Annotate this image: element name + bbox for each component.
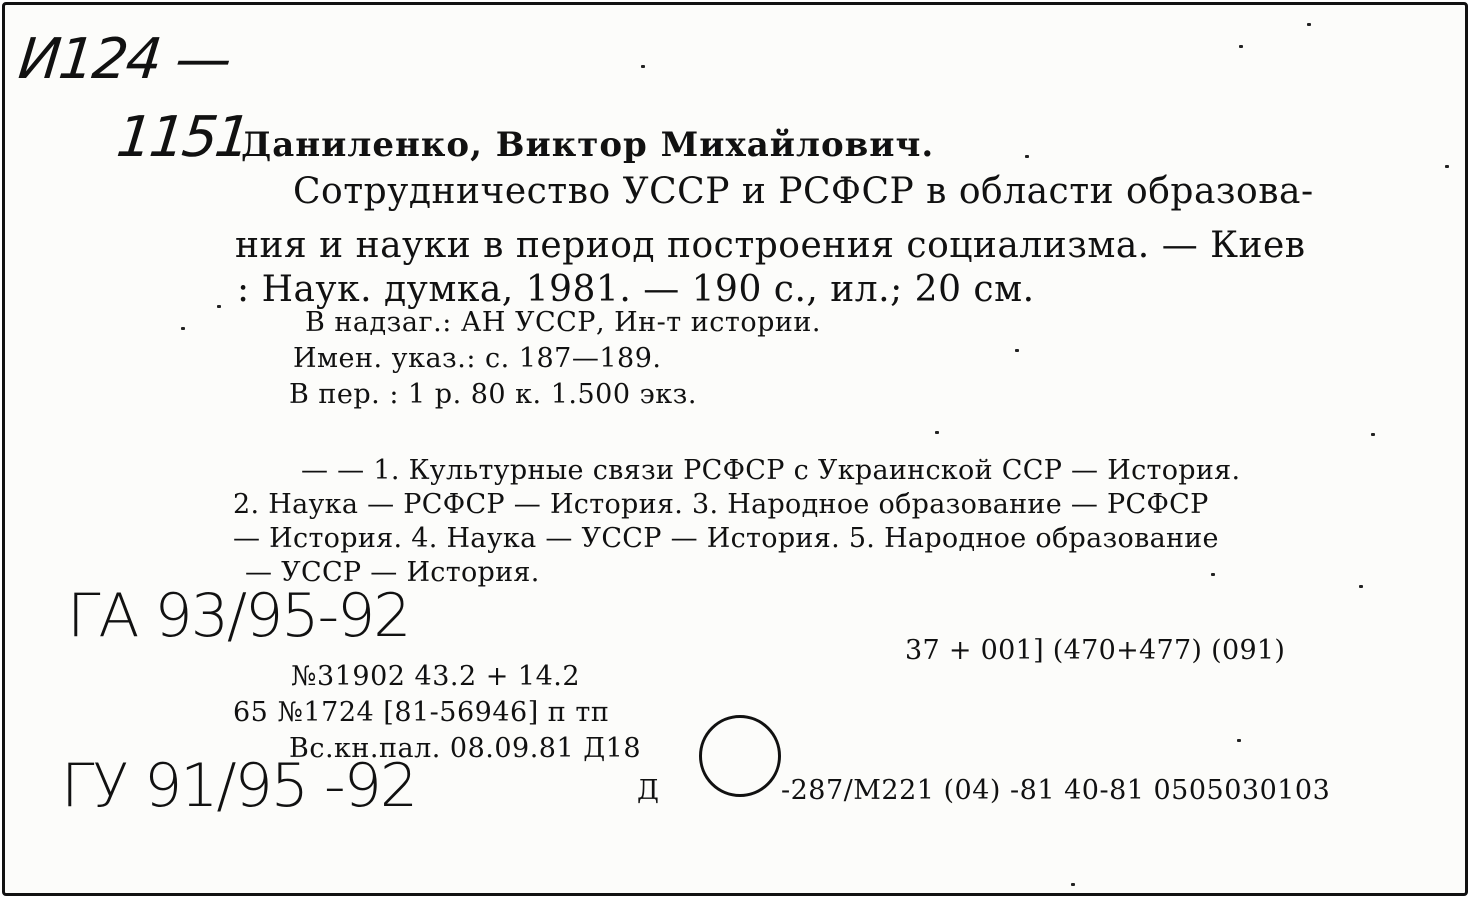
speck: [1307, 23, 1311, 26]
handwritten-note-ga: ГА 93/95-92: [67, 581, 410, 651]
handwritten-note-gu: ГУ 91/95 -92: [61, 751, 417, 821]
subject-line-3: — История. 4. Наука — УССР — История. 5. Народное образование: [233, 523, 1219, 554]
subject-line-4: — УССР — История.: [245, 557, 540, 588]
note-line-3: В пер. : 1 р. 80 к. 1.500 экз.: [289, 379, 697, 410]
note-line-2: Имен. указ.: с. 187—189.: [293, 343, 662, 374]
bottom-code: -287/М221 (04) -81 40-81 0505030103: [781, 775, 1331, 806]
title-line-1: Сотрудничество УССР и РСФСР в области образова-: [293, 171, 1314, 212]
speck: [1445, 165, 1449, 168]
title-line-3: : Наук. думка, 1981. — 190 с., ил.; 20 см.: [237, 269, 1035, 310]
speck: [1071, 883, 1075, 886]
speck: [1359, 585, 1363, 588]
speck: [1025, 155, 1029, 158]
title-line-2: ния и науки в период построения социализма. — Киев: [235, 225, 1306, 266]
catalog-line-3: Вс.кн.пал. 08.09.81 Д18: [289, 733, 642, 764]
handwritten-shelf-number: 1151: [113, 105, 251, 170]
bottom-code-prefix: Д: [637, 775, 660, 806]
classification-index: 37 + 001] (470+477) (091): [905, 635, 1286, 666]
speck: [641, 65, 645, 68]
speck: [1239, 45, 1243, 48]
catalog-line-2: 65 №1724 [81-56946] п тп: [233, 697, 610, 728]
speck: [1211, 573, 1215, 576]
note-line-1: В надзаг.: АН УССР, Ин-т истории.: [305, 307, 821, 338]
catalog-line-1: №31902 43.2 + 14.2: [291, 661, 581, 692]
speck: [935, 431, 939, 434]
speck: [1237, 739, 1241, 742]
subject-line-2: 2. Наука — РСФСР — История. 3. Народное образование — РСФСР: [233, 489, 1209, 520]
punch-hole: [699, 715, 781, 797]
author-heading: Даниленко, Виктор Михайлович.: [241, 125, 935, 165]
speck: [1015, 349, 1019, 352]
speck: [181, 327, 185, 330]
catalog-card: [2, 2, 1468, 896]
subject-line-1: — — 1. Культурные связи РСФСР с Украинской ССР — История.: [301, 455, 1241, 486]
handwritten-shelf-top: И124 —: [15, 27, 233, 92]
speck: [217, 305, 221, 308]
speck: [1371, 433, 1375, 436]
